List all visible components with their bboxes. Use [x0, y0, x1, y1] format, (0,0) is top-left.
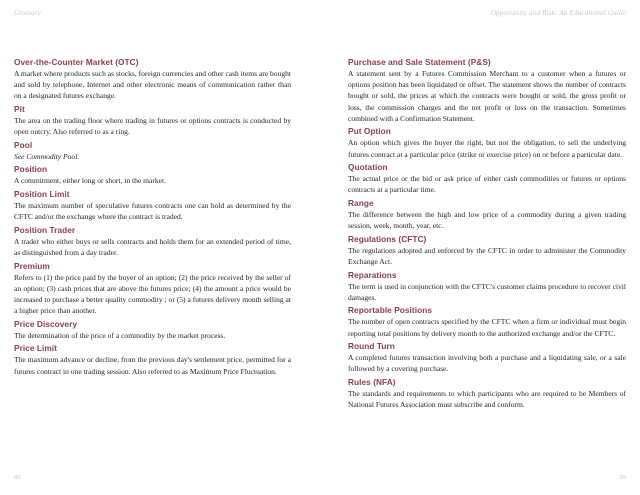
entry-term: Rules (NFA) — [348, 376, 396, 387]
glossary-entry-position — [14, 164, 291, 186]
entry-definition: The regulations adopted and enforced by the CFTC in order to administer the Commodity Exchange Act. — [348, 245, 626, 266]
glossary-entry-reportable-positions — [348, 305, 626, 338]
glossary-entry-purchase-and-sale-statement — [348, 57, 626, 124]
entry-definition: The difference between the high and low price of a commodity during a given trading session, week, month, year, etc. — [348, 210, 626, 231]
running-head-left: Glossary — [14, 9, 41, 17]
entry-definition: The standards and requirements to which participants who are required to be Members of National Futures Association must subscribe and conform. — [348, 388, 626, 410]
glossary-column-right — [348, 57, 626, 413]
entry-definition: The maximum advance or decline, from the previous day's settlement price, permitted for a futures contract in one trading session. Also referred to as Maximum Price Fluctuation. — [14, 355, 291, 376]
entry-term: Position — [14, 164, 48, 175]
glossary-entry-price-discovery — [14, 319, 291, 341]
entry-term: Price Limit — [14, 343, 57, 354]
running-head-right: Opportunity and Risk: An Educational Guide — [490, 9, 626, 17]
entry-definition: The determination of the price of a commodity by the market process. — [14, 330, 226, 340]
glossary-entry-position-trader — [14, 225, 291, 258]
entry-definition: Refers to (1) the price paid by the buyer of an option; (2) the price received by the seller of an option; (3) cash prices that are above the futures price; (4) the amount a price would be increased to purchase a better quality commodity ; or (5) a futures delivery month selling at a higher price than another. — [14, 272, 291, 316]
entry-term: Round Turn — [348, 341, 395, 352]
entry-definition: The number of open contracts specified by the CFTC when a firm or individual must begin reporting total positions by delivery month to the authorized exchange and/or the CFTC. — [348, 317, 626, 338]
entry-term: Reparations — [348, 269, 397, 280]
entry-term: Regulations (CFTC) — [348, 233, 427, 244]
glossary-entry-otc — [14, 57, 291, 102]
glossary-column-left — [14, 57, 291, 379]
entry-term: Premium — [14, 260, 50, 271]
entry-definition: A commitment, either long or short, in the market. — [14, 176, 166, 186]
entry-definition: An option which gives the buyer the right, but not the obligation, to sell the underlying futures contract at a particular price (strike or exercise price) on or before a particular date. — [348, 138, 626, 159]
entry-term: Reportable Positions — [348, 305, 432, 316]
entry-term: Pit — [14, 104, 25, 114]
glossary-entry-regulations — [348, 234, 626, 267]
page-number-left: 88 — [14, 474, 21, 481]
glossary-entry-pool — [14, 140, 291, 162]
entry-definition: A completed futures transaction involving both a purchase and a liquidating sale, or a sale followed by a covering purchase. — [348, 353, 626, 374]
page-number-right: 89 — [619, 474, 626, 481]
glossary-entry-reparations — [348, 270, 626, 303]
glossary-entry-pit — [14, 104, 291, 137]
entry-term: Pool — [14, 139, 33, 150]
entry-term: Price Discovery — [14, 318, 78, 329]
entry-definition: The area on the trading floor where trading in futures or options contracts is conducted by open outcry. Also referred to as a ring. — [14, 116, 291, 137]
entry-definition: See Commodity Pool. — [14, 151, 80, 161]
glossary-entry-range — [348, 198, 626, 231]
glossary-entry-rules-nfa — [348, 377, 626, 410]
entry-term: Position Trader — [14, 224, 76, 235]
entry-definition: The maximum number of speculative futures contracts one can hold as determined by the CFTC and/or the exchange where the contract is traded. — [14, 200, 291, 222]
entry-term: Put Option — [348, 126, 391, 137]
entry-definition: A statement sent by a Futures Commission Merchant to a customer when a futures or options position has been liquidated or offset. The statement shows the number of contracts bought or sold, the prices at which the contracts were bought or sold, the gross profit or loss, the commission charges and the net profit or loss on the transaction. Sometimes combined with a Confirmation Statement. — [348, 69, 626, 123]
glossary-entry-premium — [14, 261, 291, 317]
glossary-entry-put-option — [348, 126, 626, 159]
glossary-entry-quotation — [348, 162, 626, 195]
glossary-entry-round-turn — [348, 341, 626, 374]
entry-term: Over-the-Counter Market (OTC) — [14, 57, 139, 67]
glossary-entry-price-limit — [14, 343, 291, 376]
entry-definition: The term is used in conjunction with the CFTC's customer claims procedure to recover civil damages. — [348, 281, 626, 302]
entry-definition: The actual price or the bid or ask price of either cash commodities or futures or options contracts at a particular time. — [348, 174, 626, 195]
glossary-entry-position-limit — [14, 189, 291, 222]
entry-term: Quotation — [348, 162, 388, 173]
entry-term: Purchase and Sale Statement (P&S) — [348, 57, 491, 67]
entry-term: Range — [348, 198, 374, 208]
entry-term: Position Limit — [14, 188, 70, 199]
entry-definition: A trader who either buys or sells contracts and holds them for an extended period of time, as distinguished from a day trader. — [14, 236, 291, 257]
entry-definition: A market where products such as stocks, foreign currencies and other cash items are bought and sold by telephone, Internet and other electronic means of communication rather than on a designated futures exchange. — [14, 69, 291, 101]
